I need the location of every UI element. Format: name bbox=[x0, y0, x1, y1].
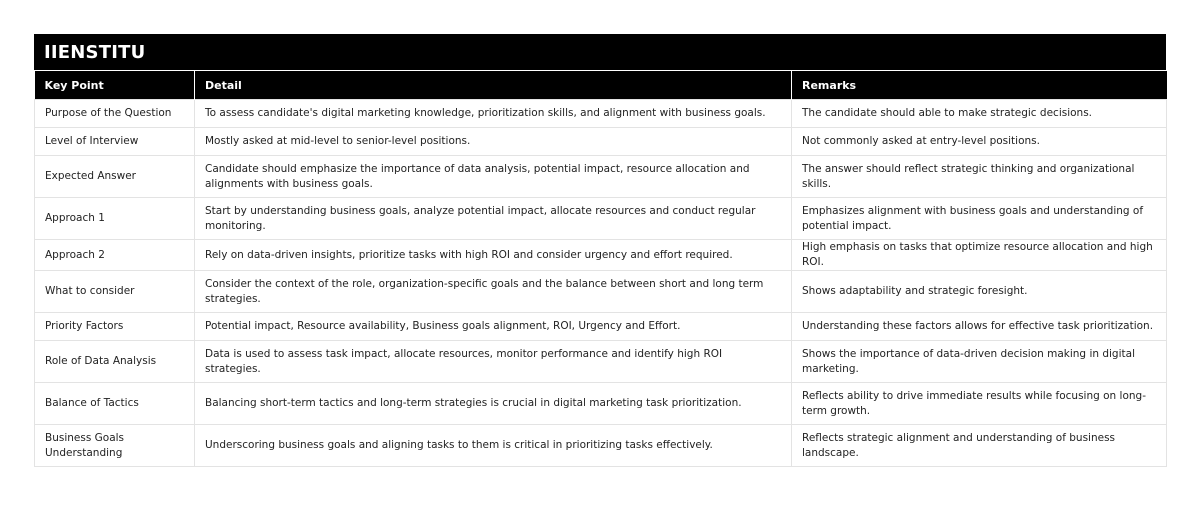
table-row bbox=[35, 425, 1167, 467]
detail-cell: Candidate should emphasize the importance of data analysis, potential impact, resource allocation and alignments with business goals. bbox=[195, 156, 792, 198]
remarks-cell: The answer should reflect strategic thinking and organizational skills. bbox=[792, 156, 1167, 198]
key-point-cell: Approach 2 bbox=[35, 240, 195, 271]
table-row bbox=[35, 341, 1167, 383]
detail-cell: Mostly asked at mid-level to senior-level positions. bbox=[195, 128, 792, 156]
remarks-cell: Reflects strategic alignment and understanding of business landscape. bbox=[792, 425, 1167, 467]
column-header-detail: Detail bbox=[195, 71, 792, 100]
detail-cell: Balancing short-term tactics and long-term strategies is crucial in digital marketing task prioritization. bbox=[195, 383, 792, 425]
key-point-cell: Expected Answer bbox=[35, 156, 195, 198]
column-header-remarks: Remarks bbox=[792, 71, 1167, 100]
detail-cell: Start by understanding business goals, analyze potential impact, allocate resources and conduct regular monitoring. bbox=[195, 198, 792, 240]
table-row bbox=[35, 100, 1167, 128]
brand-title: IIENSTITU bbox=[34, 34, 1166, 71]
key-point-cell: Priority Factors bbox=[35, 313, 195, 341]
detail-cell: To assess candidate's digital marketing knowledge, prioritization skills, and alignment with business goals. bbox=[195, 100, 792, 128]
key-point-cell: Purpose of the Question bbox=[35, 100, 195, 128]
detail-cell: Rely on data-driven insights, prioritize tasks with high ROI and consider urgency and effort required. bbox=[195, 240, 792, 271]
table-row bbox=[35, 156, 1167, 198]
table-container bbox=[34, 34, 1166, 467]
table-row bbox=[35, 313, 1167, 341]
key-points-table bbox=[34, 71, 1167, 467]
remarks-cell: Emphasizes alignment with business goals and understanding of potential impact. bbox=[792, 198, 1167, 240]
remarks-cell: Understanding these factors allows for effective task prioritization. bbox=[792, 313, 1167, 341]
key-point-cell: Level of Interview bbox=[35, 128, 195, 156]
table-row bbox=[35, 383, 1167, 425]
remarks-cell: Not commonly asked at entry-level positions. bbox=[792, 128, 1167, 156]
remarks-cell: Reflects ability to drive immediate results while focusing on long-term growth. bbox=[792, 383, 1167, 425]
table-row bbox=[35, 240, 1167, 271]
key-point-cell: Business Goals Understanding bbox=[35, 425, 195, 467]
table-row bbox=[35, 198, 1167, 240]
remarks-cell: High emphasis on tasks that optimize resource allocation and high ROI. bbox=[792, 240, 1167, 271]
key-point-cell: Role of Data Analysis bbox=[35, 341, 195, 383]
table-row bbox=[35, 271, 1167, 313]
remarks-cell: Shows adaptability and strategic foresight. bbox=[792, 271, 1167, 313]
table-row bbox=[35, 128, 1167, 156]
key-point-cell: Approach 1 bbox=[35, 198, 195, 240]
detail-cell: Underscoring business goals and aligning tasks to them is critical in prioritizing tasks effectively. bbox=[195, 425, 792, 467]
key-point-cell: What to consider bbox=[35, 271, 195, 313]
remarks-cell: Shows the importance of data-driven decision making in digital marketing. bbox=[792, 341, 1167, 383]
key-point-cell: Balance of Tactics bbox=[35, 383, 195, 425]
detail-cell: Potential impact, Resource availability, Business goals alignment, ROI, Urgency and Effort. bbox=[195, 313, 792, 341]
detail-cell: Consider the context of the role, organization-specific goals and the balance between short and long term strategies. bbox=[195, 271, 792, 313]
remarks-cell: The candidate should able to make strategic decisions. bbox=[792, 100, 1167, 128]
detail-cell: Data is used to assess task impact, allocate resources, monitor performance and identify high ROI strategies. bbox=[195, 341, 792, 383]
header-row bbox=[35, 71, 1167, 100]
column-header-key-point: Key Point bbox=[35, 71, 195, 100]
